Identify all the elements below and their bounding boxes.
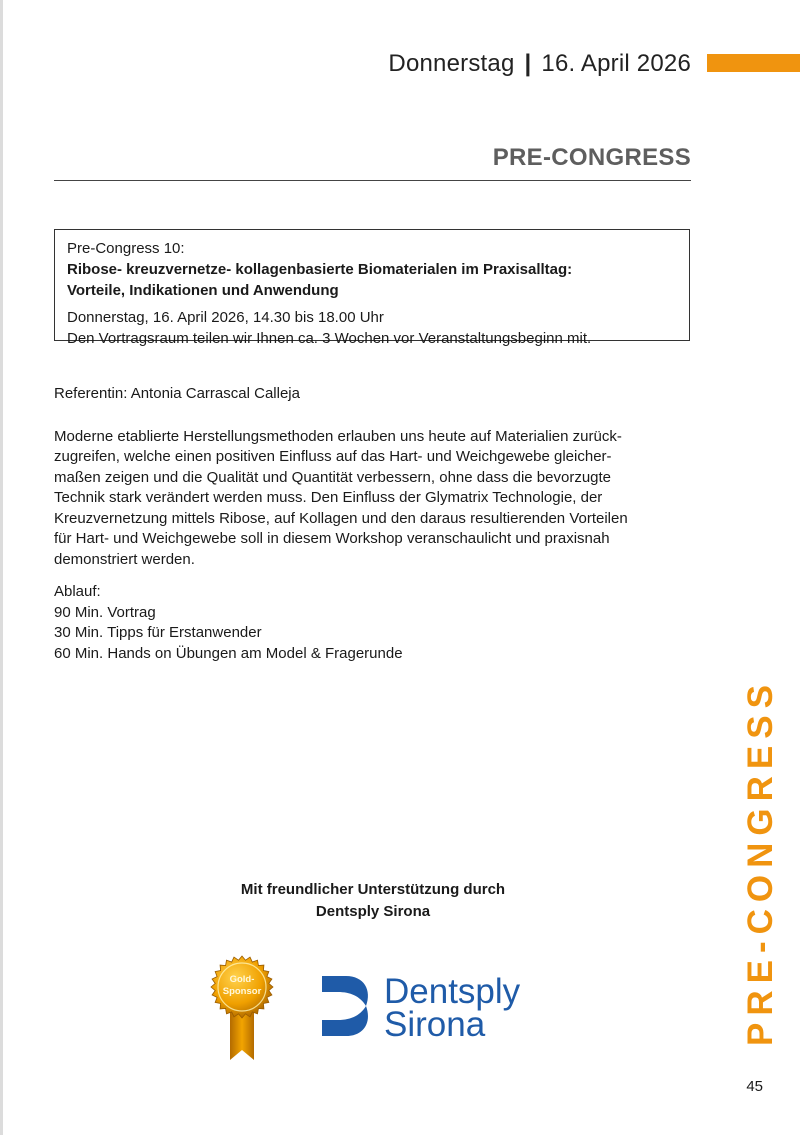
description-line: Moderne etablierte Herstellungsmethoden erlauben uns heute auf Materialien zurück-	[54, 427, 622, 445]
main-content	[54, 384, 694, 664]
header-accent-bar	[707, 54, 800, 72]
logo-mark-bottom	[322, 1006, 368, 1036]
session-datetime: Donnerstag, 16. April 2026, 14.30 bis 18.00 Uhr	[67, 309, 384, 326]
section-divider	[54, 180, 691, 181]
sponsor-line2: Dentsply Sirona	[315, 903, 431, 920]
session-title-line1: Ribose- kreuzvernetze- kollagenbasierte Biomaterialen im Praxisalltag:	[67, 261, 573, 278]
sponsor-line1: Mit freundlicher Unterstützung durch	[240, 881, 506, 898]
session-label: Pre-Congress 10:	[67, 240, 185, 257]
schedule-item: 30 Min. Tipps für Erstanwender	[54, 624, 262, 641]
section-title: PRE-CONGRESS	[492, 144, 691, 171]
badge-label-line1: Gold-	[229, 974, 255, 985]
description-line: demonstriert werden.	[54, 550, 195, 568]
description-line: Technik stark verändert werden muss. Den Einfluss der Glymatrix Technologie, der	[54, 489, 603, 506]
dentsply-sirona-logo	[320, 970, 550, 1050]
description-line: maßen zeigen und die Qualität und Quantität verbessern, ohne dass die bevorzugte	[54, 468, 612, 486]
logo-text-sirona: Sirona	[384, 1005, 486, 1044]
vertical-section-label: PRE-CONGRESS	[741, 678, 780, 1046]
description-line: Kreuzvernetzung mittels Ribose, auf Kollagen und den daraus resultierenden Vorteilen	[54, 509, 628, 527]
description	[54, 427, 694, 571]
session-room-note: Den Vortragsraum teilen wir Ihnen ca. 3 Wochen vor Veranstaltungsbeginn mit.	[67, 330, 592, 347]
description-line: für Hart- und Weichgewebe soll in diesem Workshop veranschaulicht und praxisnah	[54, 530, 610, 547]
logo-mark-top	[322, 976, 368, 1006]
schedule-item: 90 Min. Vortrag	[54, 603, 156, 621]
badge-label-line2: Sponsor	[222, 986, 262, 997]
gold-sponsor-badge-icon	[207, 950, 277, 1067]
description-line: zugreifen, welche einen positiven Einfluss auf das Hart- und Weichgewebe gleicher-	[54, 448, 612, 465]
header-date-value: 16. April 2026	[541, 50, 691, 77]
session-title-line2: Vorteile, Indikationen und Anwendung	[67, 282, 339, 299]
header-date	[388, 50, 691, 78]
schedule-item: 60 Min. Hands on Übungen am Model & Fragerunde	[54, 644, 403, 662]
speaker: Referentin: Antonia Carrascal Calleja	[54, 385, 300, 402]
header-weekday: Donnerstag	[388, 50, 515, 77]
page-number: 45	[746, 1078, 763, 1095]
page-edge-shadow	[0, 0, 3, 1135]
schedule	[54, 582, 694, 664]
schedule-heading: Ablauf:	[54, 583, 101, 600]
sponsor-acknowledgement	[180, 879, 566, 923]
logo-text-dentsply: Dentsply	[384, 972, 521, 1011]
session-info-box	[54, 229, 690, 347]
header-separator: |	[524, 50, 532, 77]
